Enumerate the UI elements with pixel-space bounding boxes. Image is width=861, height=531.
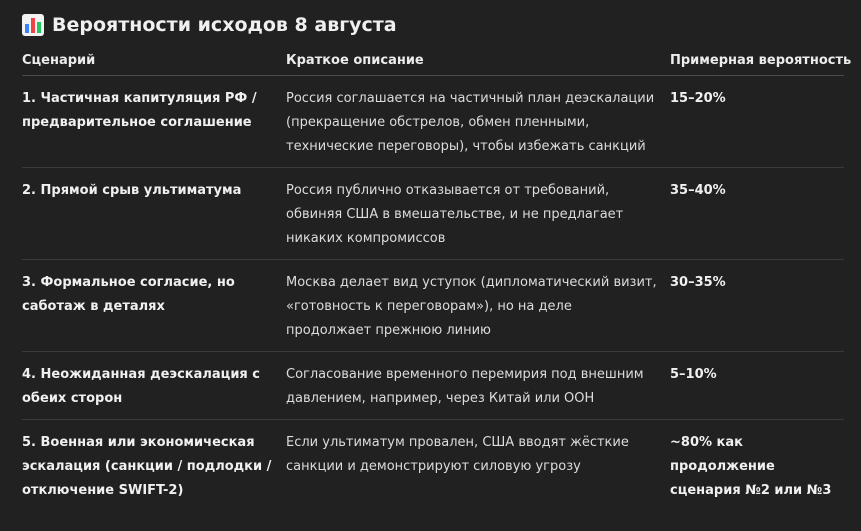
probability-cell: 15–20% xyxy=(670,76,844,168)
page-title xyxy=(22,14,397,36)
scenario-cell: 5. Военная или экономическая эскалация (санкции / подлодки / отключение SWIFT-2) xyxy=(22,435,272,498)
page-title-text: Вероятности исходов 8 августа xyxy=(52,14,397,36)
probability-cell: 35–40% xyxy=(670,168,844,260)
description-cell: Москва делает вид уступок (дипломатический визит, «готовность к переговорам»), но на деле продолжает прежнюю линию xyxy=(286,260,670,352)
description-cell: Россия публично отказывается от требований, обвиняя США в вмешательстве, и не предлагает никаких компромиссов xyxy=(286,168,670,260)
scenarios-table xyxy=(22,46,852,511)
table-row xyxy=(22,168,844,260)
probability-cell: 5–10% xyxy=(670,352,844,420)
header-description: Краткое описание xyxy=(286,46,670,76)
scenario-cell: 4. Неожиданная деэскалация с обеих сторон xyxy=(22,352,286,420)
table-row xyxy=(22,260,844,352)
table-header-row xyxy=(22,46,844,76)
header-scenario: Сценарий xyxy=(22,46,286,76)
table-row xyxy=(22,420,844,512)
description-cell: Если ультиматум провален, США вводят жёсткие санкции и демонстрируют силовую угрозу xyxy=(286,435,629,474)
description-cell: Согласование временного перемирия под внешним давлением, например, через Китай или ООН xyxy=(286,352,670,420)
probability-cell: ~80% как продолжение сценария №2 или №3 xyxy=(670,435,832,498)
scenario-cell: 1. Частичная капитуляция РФ / предварительное соглашение xyxy=(22,76,286,168)
scenario-cell: 3. Формальное согласие, но саботаж в деталях xyxy=(22,260,286,352)
scenario-cell: 2. Прямой срыв ультиматума xyxy=(22,168,286,260)
description-cell: Россия соглашается на частичный план деэскалации (прекращение обстрелов, обмен пленными, технические переговоры), чтобы избежать санкций xyxy=(286,76,670,168)
table-row xyxy=(22,352,844,420)
probability-cell: 30–35% xyxy=(670,260,844,352)
table-row xyxy=(22,76,844,168)
header-probability: Примерная вероятность xyxy=(670,46,844,76)
bar-chart-icon xyxy=(22,14,44,36)
